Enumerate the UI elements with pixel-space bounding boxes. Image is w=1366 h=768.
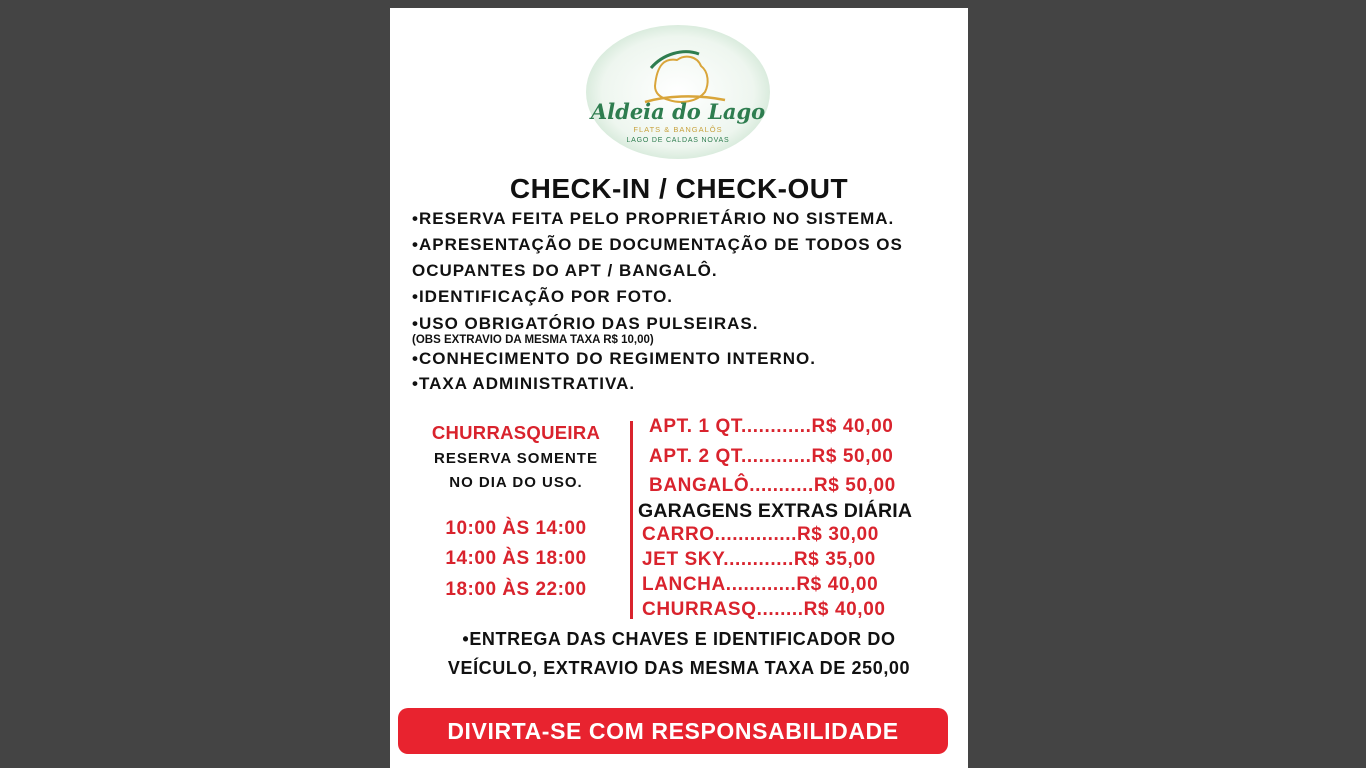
column-divider <box>630 421 633 619</box>
rule-line: OCUPANTES DO APT / BANGALÔ. <box>412 261 718 280</box>
aldeia-do-lago-logo <box>585 24 771 160</box>
keys-note-line: VEÍCULO, EXTRAVIO DAS MESMA TAXA DE 250,00 <box>447 658 911 678</box>
churrasqueira-note-line: NO DIA DO USO. <box>449 474 583 491</box>
svg-text:FLATS & BANGALÔS: FLATS & BANGALÔS <box>633 125 723 134</box>
responsibility-banner: DIVIRTA-SE COM RESPONSABILIDADE <box>398 708 948 754</box>
garage-item: CHURRASQ........R$ 40,00 <box>642 599 886 620</box>
page-title: CHECK-IN / CHECK-OUT <box>509 173 849 204</box>
rule-line: •CONHECIMENTO DO REGIMENTO INTERNO. <box>412 349 816 368</box>
svg-text:LAGO DE CALDAS NOVAS: LAGO DE CALDAS NOVAS <box>626 137 730 144</box>
rule-line: •TAXA ADMINISTRATIVA. <box>412 374 636 393</box>
churrasqueira-note-line: RESERVA SOMENTE <box>434 450 598 467</box>
keys-note-line: •ENTREGA DAS CHAVES E IDENTIFICADOR DO <box>462 629 896 649</box>
logo-graphic <box>585 24 771 160</box>
rule-line: •IDENTIFICAÇÃO POR FOTO. <box>412 287 674 306</box>
fee-item: BANGALÔ...........R$ 50,00 <box>649 475 896 496</box>
rule-line: •RESERVA FEITA PELO PROPRIETÁRIO NO SISTEMA. <box>412 209 895 228</box>
garage-item: CARRO..............R$ 30,00 <box>642 524 879 545</box>
svg-text:Aldeia do Lago: Aldeia do Lago <box>590 99 766 124</box>
churrasqueira-note <box>406 447 626 495</box>
churrasqueira-section <box>406 422 626 600</box>
rule-line: •APRESENTAÇÃO DE DOCUMENTAÇÃO DE TODOS OS <box>412 235 903 254</box>
bracelet-note: (OBS EXTRAVIO DA MESMA TAXA R$ 10,00) <box>412 334 654 346</box>
fee-item: APT. 2 QT............R$ 50,00 <box>649 446 894 467</box>
garage-item: JET SKY............R$ 35,00 <box>642 549 876 570</box>
churrasqueira-title: CHURRASQUEIRA <box>431 422 601 443</box>
time-slot: 14:00 ÀS 18:00 <box>445 548 587 569</box>
rule-line: •USO OBRIGATÓRIO DAS PULSEIRAS. <box>412 314 759 333</box>
garages-title: GARAGENS EXTRAS DIÁRIA <box>638 500 913 522</box>
fee-item: APT. 1 QT............R$ 40,00 <box>649 416 894 437</box>
time-slot: 10:00 ÀS 14:00 <box>445 518 587 539</box>
document-page <box>390 8 968 768</box>
time-slot: 18:00 ÀS 22:00 <box>445 579 587 600</box>
garage-item: LANCHA............R$ 40,00 <box>642 574 879 595</box>
